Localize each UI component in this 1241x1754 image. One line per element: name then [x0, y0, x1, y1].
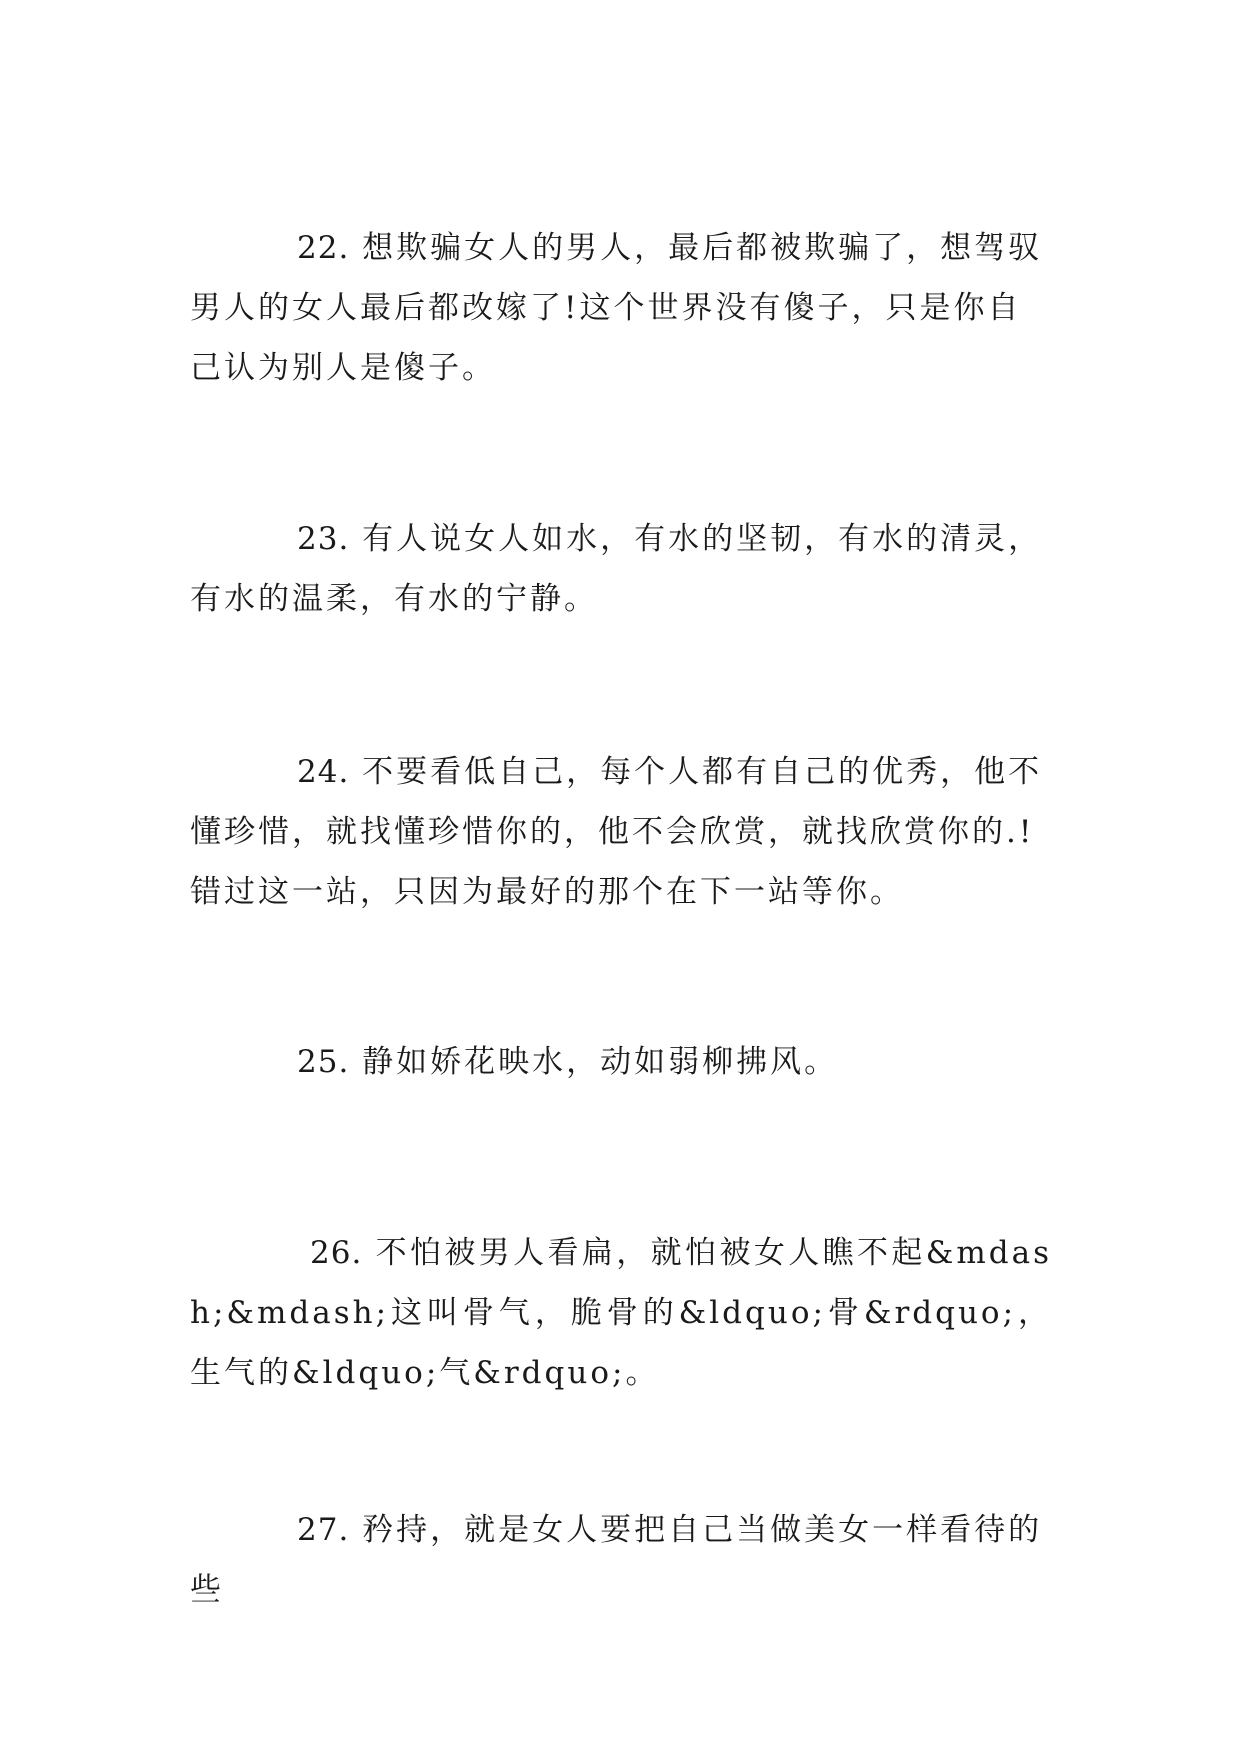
quote-text: 不怕被男人看扁，就怕被女人瞧不起&mdash;&mdash;这叫骨气，脆骨的&ldquo;骨&rdquo;，生气的&ldquo;气&rdquo;。	[190, 1235, 1052, 1391]
quote-number: 24.	[297, 754, 350, 790]
quote-number: 22.	[297, 230, 350, 266]
quote-text: 矜持，就是女人要把自己当做美女一样看待的些	[190, 1512, 1043, 1608]
quote-text: 静如娇花映水，动如弱柳拂风。	[362, 1044, 839, 1080]
quote-paragraph-22	[190, 218, 1052, 398]
quote-number: 26.	[310, 1235, 363, 1271]
quote-paragraph-23	[190, 509, 1052, 629]
quote-number: 27.	[297, 1512, 350, 1548]
quote-text: 不要看低自己，每个人都有自己的优秀，他不懂珍惜，就找懂珍惜你的，他不会欣赏，就找欣赏你的.!错过这一站，只因为最好的那个在下一站等你。	[190, 754, 1043, 910]
quote-paragraph-27	[190, 1500, 1052, 1620]
quote-paragraph-25	[190, 1032, 1052, 1092]
quote-text: 有人说女人如水，有水的坚韧，有水的清灵，有水的温柔，有水的宁静。	[190, 521, 1043, 617]
quote-paragraph-24	[190, 742, 1052, 922]
quote-text: 想欺骗女人的男人，最后都被欺骗了，想驾驭男人的女人最后都改嫁了!这个世界没有傻子，只是你自己认为别人是傻子。	[190, 230, 1043, 386]
quote-number: 23.	[297, 521, 350, 557]
quote-number: 25.	[297, 1044, 350, 1080]
quote-paragraph-26	[190, 1223, 1052, 1403]
